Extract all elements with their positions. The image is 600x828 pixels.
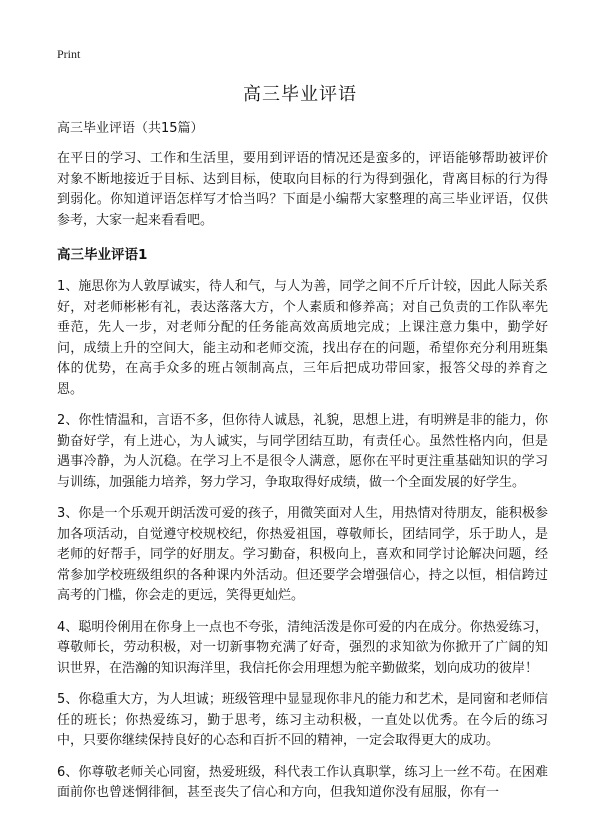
comment-paragraph-6: 6、你尊敬老师关心同窗，热爱班级，科代表工作认真职掌，练习上一丝不苟。在困难面前你也曾迷惘徘徊，甚至丧失了信心和方向，但我知道你没有屈服，你有一 (57, 764, 548, 800)
document-subtitle: 高三毕业评语（共15篇） (57, 121, 204, 136)
intro-paragraph: 在平日的学习、工作和生活里，要用到评语的情况还是蛮多的，评语能够帮助被评价对象不断地接近于目标、达到目标，使取向目标的行为得到强化，背离目标的行为得到弱化。你知道评语怎样写才恰当吗？下面是小编帮大家整理的高三毕业评语，仅供参考，大家一起来看看吧。 (57, 151, 548, 228)
comment-paragraph-5: 5、你稳重大方，为人坦诚；班级管理中显显现你非凡的能力和艺术，是同窗和老师信任的班长；你热爱练习，勤于思考，练习主动积极，一直处以优秀。在今后的练习中，只要你继续保持良好的心态和百折不回的精神，一定会取得更大的成功。 (57, 692, 548, 748)
comment-paragraph-3: 3、你是一个乐观开朗活泼可爱的孩子，用微笑面对人生，用热情对待朋友，能积极参加各项活动，自觉遵守校规校纪，你热爱祖国，尊敬师长，团结同学，乐于助人，是老师的好帮手，同学的好朋友。学习勤奋，积极向上，喜欢和同学讨论解决问题，经常参加学校班级组织的各种课内外活动。但还要学会增强信心，持之以恒，相信跨过高考的门槛，你会走的更远，笑得更灿烂。 (57, 506, 548, 603)
article-body (57, 120, 548, 815)
page-title: 高三毕业评语 (243, 84, 357, 105)
print-link[interactable]: Print (57, 47, 81, 61)
section-heading: 高三毕业评语1 (57, 247, 148, 263)
comment-paragraph-1: 1、施思你为人敦厚诚实，待人和气，与人为善，同学之间不斤斤计较，因此人际关系好，对老师彬彬有礼，表达落落大方，个人素质和修养高；对自己负责的工作队率先垂范，先人一步，对老师分配的任务能高效高质地完成；上课注意力集中，勤学好问，成绩上升的空间大，能主动和老师交流，找出存在的问题，希望你充分利用班集体的优势，在高手众多的班占领制高点，三年后把成功带回家，报答父母的养育之恩。 (57, 279, 548, 397)
comment-paragraph-2: 2、你性情温和，言语不多，但你待人诚恳，礼貌，思想上进，有明辨是非的能力，你勤奋好学，有上进心，为人诚实，与同学团结互助，有责任心。虽然性格内向，但是遇事冷静，为人沉稳。在学习上不是很令人满意，愿你在平时更注重基础知识的学习与训练，加强能力培养，努力学习，争取取得好成绩，做一个全面发展的好学生。 (57, 413, 548, 490)
comment-paragraph-4: 4、聪明伶俐用在你身上一点也不夸张，清纯活泼是你可爱的内在成分。你热爱练习，尊敬师长，劳动积极，对一切新事物充满了好奇，强烈的求知欲为你掀开了广阔的知识世界，在浩瀚的知识海洋里，我信托你会用理想为舵辛勤做桨，划向成功的彼岸！ (57, 619, 548, 676)
